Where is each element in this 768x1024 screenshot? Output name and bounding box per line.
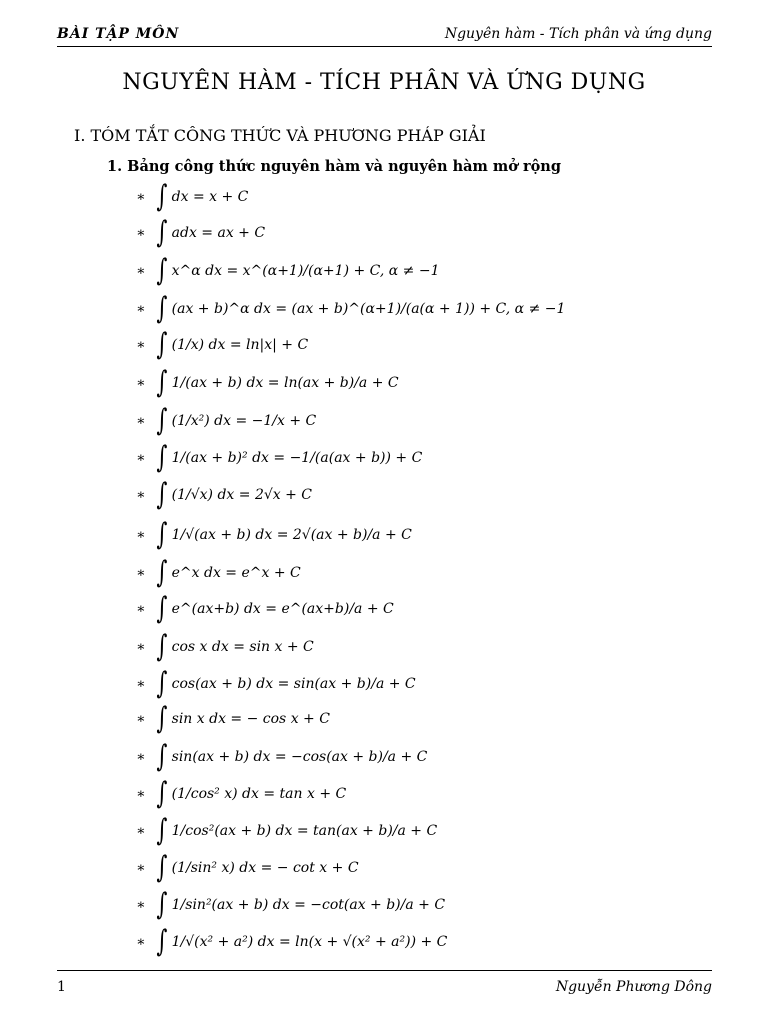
integral-sign: ∫ [156,555,168,590]
formula-item [136,477,313,512]
formula-expression: dx = x + C [171,189,249,205]
integral-sign: ∫ [156,813,168,848]
bullet-symbol: ∗ [136,786,146,802]
integral-sign: ∫ [156,403,168,438]
formula-item [136,517,412,552]
formula-item [136,403,317,438]
integral-sign: ∫ [156,291,168,326]
integral-sign: ∫ [156,887,168,922]
formula-item [136,179,249,214]
formula-item [136,440,423,475]
formula-expression: (1/sin² x) dx = − cot x + C [171,860,359,876]
formula-expression: x^α dx = x^(α+1)/(α+1) + C, α ≠ −1 [171,263,440,279]
bullet-symbol: ∗ [136,263,146,279]
author-name: Nguyễn Phương Dông [555,979,712,995]
formula-item [136,666,416,701]
integral-sign: ∫ [156,327,168,362]
integral-sign: ∫ [156,517,168,552]
formula-item [136,887,446,922]
formula-expression: (1/√x) dx = 2√x + C [171,487,313,503]
bullet-symbol: ∗ [136,375,146,391]
bullet-symbol: ∗ [136,565,146,581]
integral-sign: ∫ [156,440,168,475]
integral-sign: ∫ [156,739,168,774]
formula-expression: 1/cos²(ax + b) dx = tan(ax + b)/a + C [171,823,438,839]
bullet-symbol: ∗ [136,450,146,466]
integral-sign: ∫ [156,179,168,214]
bullet-symbol: ∗ [136,189,146,205]
bullet-symbol: ∗ [136,301,146,317]
integral-sign: ∫ [156,477,168,512]
bullet-symbol: ∗ [136,676,146,692]
formula-item [136,924,448,959]
formula-item [136,327,309,362]
integral-sign: ∫ [156,924,168,959]
formula-expression: (1/cos² x) dx = tan x + C [171,786,347,802]
page-footer [57,970,712,1001]
header-topic: Nguyên hàm - Tích phân và ứng dụng [444,26,712,42]
subsection-heading: 1. Bảng công thức nguyên hàm và nguyên hàm mở rộng [107,158,561,175]
bullet-symbol: ∗ [136,527,146,543]
formula-expression: e^(ax+b) dx = e^(ax+b)/a + C [171,601,394,617]
integral-sign: ∫ [156,215,168,250]
bullet-symbol: ∗ [136,225,146,241]
integral-sign: ∫ [156,666,168,701]
bullet-symbol: ∗ [136,860,146,876]
bullet-symbol: ∗ [136,601,146,617]
integral-sign: ∫ [156,253,168,288]
formula-expression: 1/(ax + b)² dx = −1/(a(ax + b)) + C [171,450,423,466]
bullet-symbol: ∗ [136,897,146,913]
formula-expression: 1/√(ax + b) dx = 2√(ax + b)/a + C [171,527,412,543]
formula-expression: cos x dx = sin x + C [171,639,314,655]
formula-expression: cos(ax + b) dx = sin(ax + b)/a + C [171,676,416,692]
header-course-label: BÀI TẬP MÔN [57,26,180,42]
formula-expression: 1/(ax + b) dx = ln(ax + b)/a + C [171,375,399,391]
integral-sign: ∫ [156,591,168,626]
integral-sign: ∫ [156,701,168,736]
integral-sign: ∫ [156,776,168,811]
formula-expression: sin(ax + b) dx = −cos(ax + b)/a + C [171,749,428,765]
bullet-symbol: ∗ [136,413,146,429]
bullet-symbol: ∗ [136,711,146,727]
integral-sign: ∫ [156,850,168,885]
formula-item [136,739,428,774]
formula-expression: adx = ax + C [171,225,266,241]
section-heading: I. TÓM TẮT CÔNG THỨC VÀ PHƯƠNG PHÁP GIẢI [74,126,486,145]
formula-item [136,813,438,848]
formula-expression: (ax + b)^α dx = (ax + b)^(α+1)/(a(α + 1)) + C, α ≠ −1 [171,301,566,317]
integral-sign: ∫ [156,365,168,400]
formula-expression: e^x dx = e^x + C [171,565,301,581]
page-number: 1 [57,979,66,995]
formula-item [136,850,359,885]
formula-expression: 1/sin²(ax + b) dx = −cot(ax + b)/a + C [171,897,446,913]
formula-expression: 1/√(x² + a²) dx = ln(x + √(x² + a²)) + C [171,934,448,950]
bullet-symbol: ∗ [136,934,146,950]
formula-item [136,776,347,811]
formula-item [136,591,394,626]
formula-item [136,215,266,250]
formula-item [136,291,566,326]
bullet-symbol: ∗ [136,749,146,765]
formula-item [136,365,399,400]
bullet-symbol: ∗ [136,639,146,655]
bullet-symbol: ∗ [136,487,146,503]
document-title: NGUYÊN HÀM - TÍCH PHÂN VÀ ỨNG DỤNG [122,70,646,95]
integral-sign: ∫ [156,629,168,664]
formula-item [136,629,314,664]
page-header [57,24,712,47]
formula-item [136,253,440,288]
formula-expression: sin x dx = − cos x + C [171,711,330,727]
formula-expression: (1/x²) dx = −1/x + C [171,413,317,429]
formula-item [136,555,301,590]
bullet-symbol: ∗ [136,823,146,839]
bullet-symbol: ∗ [136,337,146,353]
formula-item [136,701,330,736]
formula-expression: (1/x) dx = ln|x| + C [171,337,309,353]
